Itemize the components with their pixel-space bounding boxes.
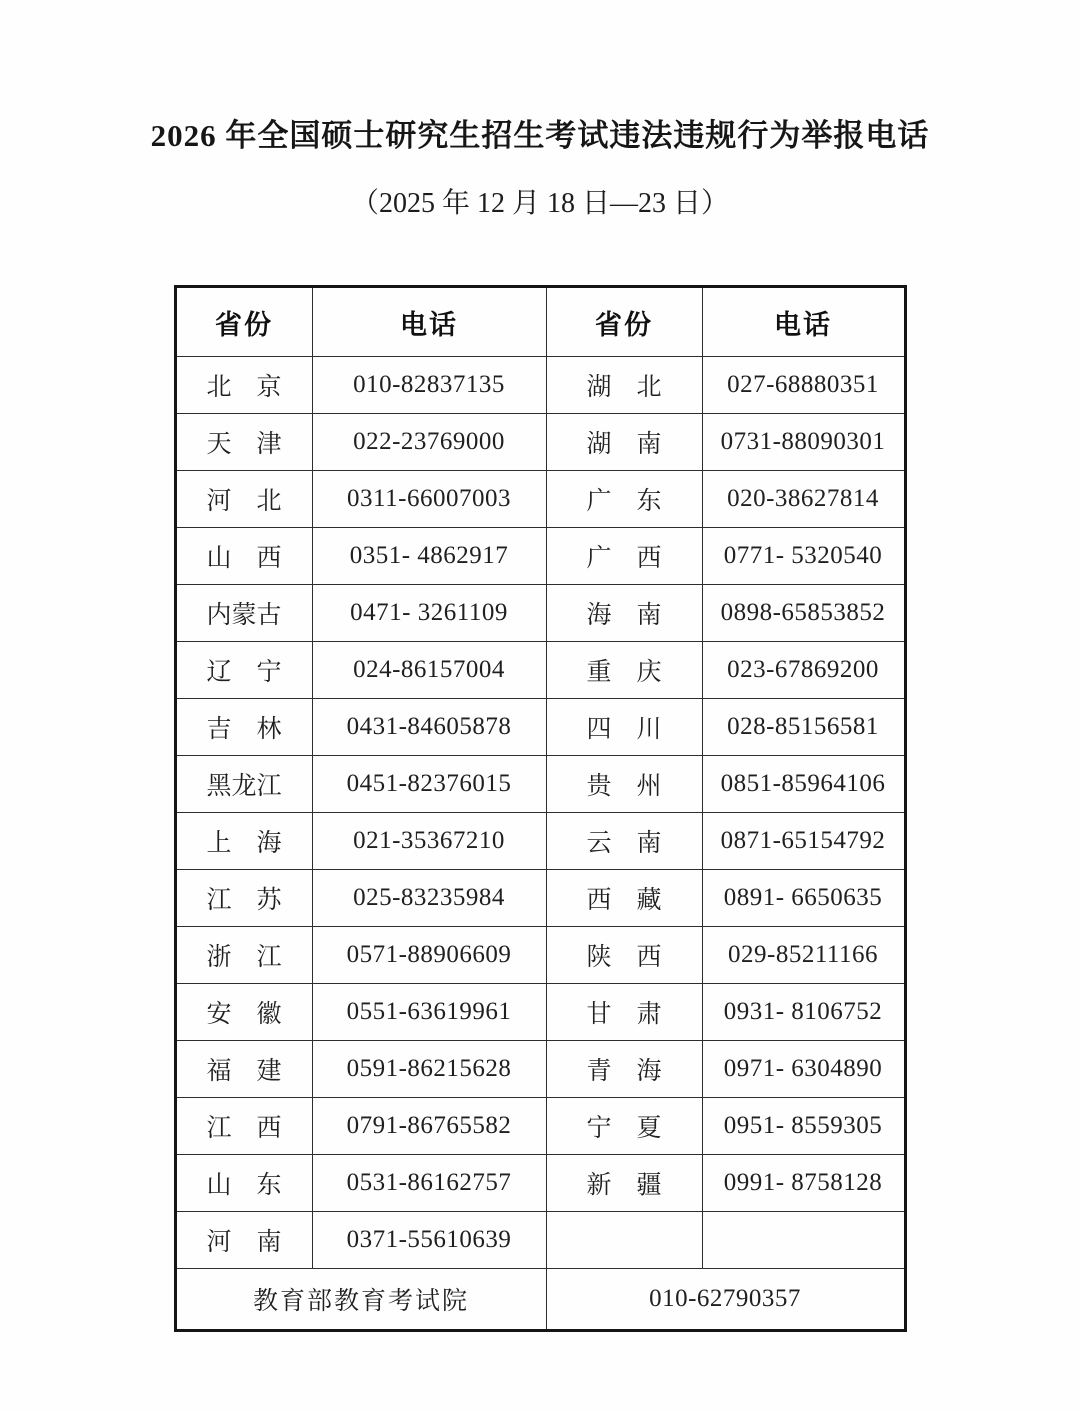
phone-cell: 027-68880351 [702,357,905,414]
phone-cell: 0891- 6650635 [702,870,905,927]
province-cell: 海 南 [546,585,702,642]
phone-cell: 0991- 8758128 [702,1155,905,1212]
province-cell [546,1212,702,1269]
footer-row [175,1269,905,1331]
table-row [175,813,905,870]
footer-phone-cell: 010-62790357 [546,1269,905,1331]
province-cell: 青 海 [546,1041,702,1098]
phone-cell: 0898-65853852 [702,585,905,642]
province-cell: 湖 南 [546,414,702,471]
phone-cell: 0571-88906609 [312,927,546,984]
phone-cell: 0851-85964106 [702,756,905,813]
province-cell: 吉 林 [175,699,312,756]
table-row [175,528,905,585]
phone-cell: 0951- 8559305 [702,1098,905,1155]
province-cell: 甘 肃 [546,984,702,1041]
province-cell: 新 疆 [546,1155,702,1212]
phone-cell: 0311-66007003 [312,471,546,528]
phone-cell [702,1212,905,1269]
table-row [175,1212,905,1269]
province-cell: 黑龙江 [175,756,312,813]
province-cell: 河 北 [175,471,312,528]
phone-cell: 020-38627814 [702,471,905,528]
table-row [175,1155,905,1212]
phone-cell: 0591-86215628 [312,1041,546,1098]
phone-cell: 025-83235984 [312,870,546,927]
phone-cell: 0471- 3261109 [312,585,546,642]
phone-cell: 028-85156581 [702,699,905,756]
phone-cell: 0551-63619961 [312,984,546,1041]
phone-cell: 0731-88090301 [702,414,905,471]
phone-cell: 0431-84605878 [312,699,546,756]
column-header-province-right: 省份 [546,287,702,357]
province-cell: 广 东 [546,471,702,528]
table-row [175,471,905,528]
table-row [175,699,905,756]
province-cell: 宁 夏 [546,1098,702,1155]
phone-cell: 024-86157004 [312,642,546,699]
phone-cell: 0351- 4862917 [312,528,546,585]
province-cell: 山 西 [175,528,312,585]
report-phone-table [174,285,907,1332]
column-header-phone-right: 电话 [702,287,905,357]
province-cell: 广 西 [546,528,702,585]
phone-cell: 0871-65154792 [702,813,905,870]
province-cell: 内蒙古 [175,585,312,642]
phone-cell: 0531-86162757 [312,1155,546,1212]
footer-label-cell: 教育部教育考试院 [175,1269,546,1331]
table-row [175,756,905,813]
province-cell: 浙 江 [175,927,312,984]
table-row [175,357,905,414]
province-cell: 陕 西 [546,927,702,984]
phone-cell: 021-35367210 [312,813,546,870]
province-cell: 上 海 [175,813,312,870]
phone-cell: 0451-82376015 [312,756,546,813]
phone-cell: 0971- 6304890 [702,1041,905,1098]
phone-cell: 022-23769000 [312,414,546,471]
phone-cell: 023-67869200 [702,642,905,699]
province-cell: 天 津 [175,414,312,471]
table-row [175,927,905,984]
table-row [175,585,905,642]
table-row [175,1098,905,1155]
province-cell: 河 南 [175,1212,312,1269]
province-cell: 湖 北 [546,357,702,414]
column-header-phone-left: 电话 [312,287,546,357]
province-cell: 山 东 [175,1155,312,1212]
province-cell: 云 南 [546,813,702,870]
phone-cell: 0771- 5320540 [702,528,905,585]
province-cell: 贵 州 [546,756,702,813]
phone-cell: 029-85211166 [702,927,905,984]
province-cell: 安 徽 [175,984,312,1041]
table-row [175,414,905,471]
province-cell: 辽 宁 [175,642,312,699]
table-row [175,642,905,699]
page-title: 2026 年全国硕士研究生招生考试违法违规行为举报电话 [150,118,930,153]
phone-cell: 010-82837135 [312,357,546,414]
province-cell: 重 庆 [546,642,702,699]
phone-cell: 0371-55610639 [312,1212,546,1269]
province-cell: 江 西 [175,1098,312,1155]
table-row [175,1041,905,1098]
table-row [175,984,905,1041]
province-cell: 北 京 [175,357,312,414]
province-cell: 四 川 [546,699,702,756]
header-row [175,287,905,357]
table-row [175,870,905,927]
province-cell: 福 建 [175,1041,312,1098]
page-subtitle: （2025 年 12 月 18 日—23 日） [350,188,729,219]
phone-cell: 0931- 8106752 [702,984,905,1041]
province-cell: 江 苏 [175,870,312,927]
column-header-province-left: 省份 [175,287,312,357]
phone-cell: 0791-86765582 [312,1098,546,1155]
province-cell: 西 藏 [546,870,702,927]
